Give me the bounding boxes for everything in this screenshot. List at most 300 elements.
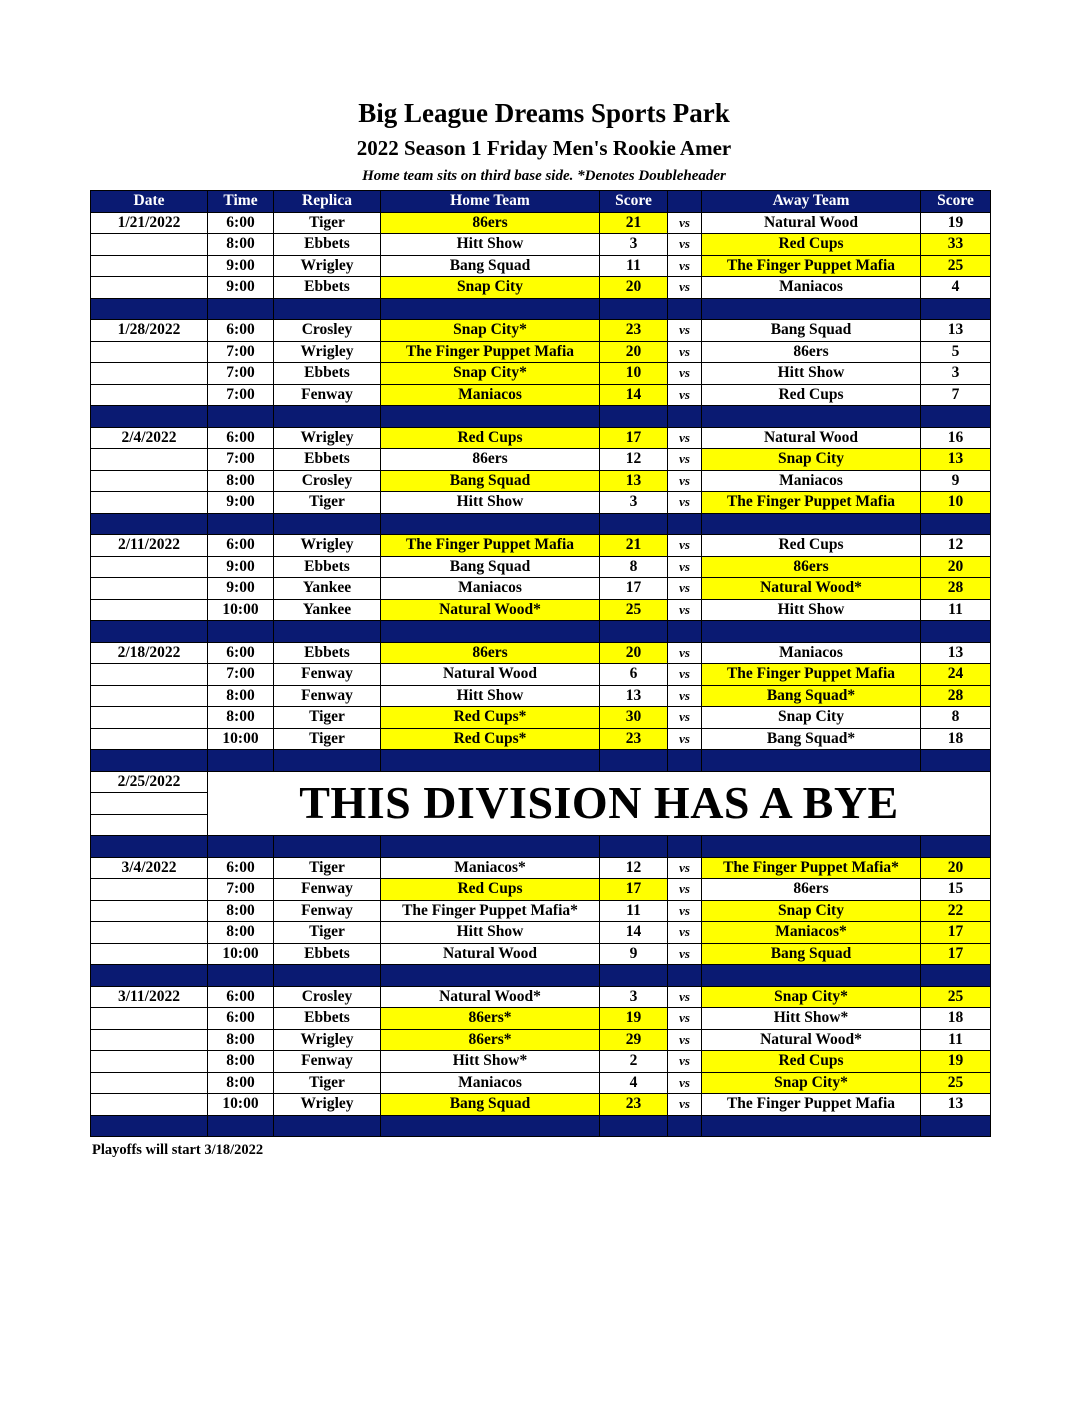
game-time: 7:00 (208, 879, 274, 901)
game-date (91, 1008, 208, 1030)
game-row (91, 578, 991, 600)
game-field: Yankee (274, 578, 381, 600)
game-field: Wrigley (274, 427, 381, 449)
vs-label: vs (668, 320, 702, 342)
game-time: 10:00 (208, 728, 274, 750)
away-team: Snap City* (702, 986, 921, 1008)
away-score: 20 (921, 857, 991, 879)
separator-cell (381, 406, 600, 428)
game-field: Tiger (274, 492, 381, 514)
home-score: 2 (600, 1051, 668, 1073)
separator-cell (208, 406, 274, 428)
home-score: 21 (600, 535, 668, 557)
game-field: Ebbets (274, 556, 381, 578)
game-date (91, 943, 208, 965)
away-team: Natural Wood* (702, 578, 921, 600)
game-date (91, 664, 208, 686)
vs-label: vs (668, 685, 702, 707)
home-score: 4 (600, 1072, 668, 1094)
game-row (91, 363, 991, 385)
header-home-score: Score (600, 191, 668, 213)
separator-cell (208, 965, 274, 987)
away-score: 11 (921, 599, 991, 621)
home-score: 17 (600, 879, 668, 901)
away-score: 28 (921, 685, 991, 707)
home-team: 86ers* (381, 1008, 600, 1030)
game-row (91, 384, 991, 406)
home-team: Hitt Show* (381, 1051, 600, 1073)
game-time: 8:00 (208, 685, 274, 707)
separator-cell (921, 621, 991, 643)
game-date: 3/4/2022 (91, 857, 208, 879)
separator-cell (600, 965, 668, 987)
game-row (91, 255, 991, 277)
away-team: Bang Squad* (702, 728, 921, 750)
home-team: 86ers (381, 642, 600, 664)
home-team: Natural Wood* (381, 986, 600, 1008)
game-row (91, 1051, 991, 1073)
separator-cell (668, 406, 702, 428)
bye-date (91, 793, 208, 815)
separator-cell (91, 750, 208, 772)
separator-cell (208, 1115, 274, 1137)
away-score: 22 (921, 900, 991, 922)
separator-cell (921, 406, 991, 428)
separator-cell (91, 965, 208, 987)
away-score: 33 (921, 234, 991, 256)
home-team: 86ers (381, 212, 600, 234)
away-team: Bang Squad* (702, 685, 921, 707)
home-score: 3 (600, 234, 668, 256)
home-team: Snap City* (381, 320, 600, 342)
vs-label: vs (668, 1094, 702, 1116)
separator-cell (600, 406, 668, 428)
vs-label: vs (668, 857, 702, 879)
away-team: Snap City (702, 707, 921, 729)
home-score: 29 (600, 1029, 668, 1051)
away-team: Snap City* (702, 1072, 921, 1094)
home-team: Maniacos (381, 578, 600, 600)
vs-label: vs (668, 728, 702, 750)
separator-cell (381, 298, 600, 320)
separator-cell (381, 965, 600, 987)
game-row (91, 535, 991, 557)
vs-label: vs (668, 986, 702, 1008)
game-field: Ebbets (274, 449, 381, 471)
game-row (91, 879, 991, 901)
home-team: Bang Squad (381, 470, 600, 492)
game-time: 7:00 (208, 341, 274, 363)
separator-row (91, 513, 991, 535)
game-field: Tiger (274, 728, 381, 750)
away-team: Maniacos (702, 470, 921, 492)
away-score: 20 (921, 556, 991, 578)
game-field: Ebbets (274, 943, 381, 965)
header-replica: Replica (274, 191, 381, 213)
home-score: 11 (600, 255, 668, 277)
bye-date (91, 814, 208, 836)
separator-cell (208, 836, 274, 858)
separator-cell (274, 1115, 381, 1137)
vs-label: vs (668, 535, 702, 557)
header-vs (668, 191, 702, 213)
game-date (91, 384, 208, 406)
away-team: Hitt Show* (702, 1008, 921, 1030)
separator-cell (381, 750, 600, 772)
separator-row (91, 298, 991, 320)
game-date (91, 556, 208, 578)
separator-cell (381, 836, 600, 858)
away-score: 3 (921, 363, 991, 385)
game-row (91, 234, 991, 256)
home-team: Red Cups (381, 879, 600, 901)
game-date (91, 1029, 208, 1051)
away-team: Bang Squad (702, 320, 921, 342)
away-team: Snap City (702, 900, 921, 922)
away-score: 4 (921, 277, 991, 299)
game-row (91, 664, 991, 686)
game-time: 7:00 (208, 449, 274, 471)
game-time: 10:00 (208, 943, 274, 965)
game-time: 6:00 (208, 1008, 274, 1030)
vs-label: vs (668, 255, 702, 277)
separator-cell (91, 836, 208, 858)
away-score: 25 (921, 1072, 991, 1094)
game-row (91, 642, 991, 664)
home-team: Bang Squad (381, 556, 600, 578)
game-time: 6:00 (208, 857, 274, 879)
separator-row (91, 621, 991, 643)
game-time: 9:00 (208, 277, 274, 299)
schedule-body (91, 212, 991, 1137)
home-score: 17 (600, 578, 668, 600)
away-team: Hitt Show (702, 599, 921, 621)
home-team: Red Cups* (381, 728, 600, 750)
separator-row (91, 750, 991, 772)
game-date (91, 470, 208, 492)
game-field: Wrigley (274, 535, 381, 557)
separator-cell (668, 836, 702, 858)
game-row (91, 943, 991, 965)
game-time: 8:00 (208, 234, 274, 256)
home-team: Bang Squad (381, 1094, 600, 1116)
home-team: Maniacos* (381, 857, 600, 879)
home-team: The Finger Puppet Mafia (381, 341, 600, 363)
separator-cell (91, 621, 208, 643)
away-score: 13 (921, 1094, 991, 1116)
game-field: Tiger (274, 212, 381, 234)
home-team: Red Cups* (381, 707, 600, 729)
game-row (91, 728, 991, 750)
home-team: Hitt Show (381, 922, 600, 944)
game-time: 8:00 (208, 707, 274, 729)
playoffs-note: Playoffs will start 3/18/2022 (92, 1142, 264, 1158)
game-row (91, 341, 991, 363)
away-score: 7 (921, 384, 991, 406)
separator-cell (274, 836, 381, 858)
page-title: Big League Dreams Sports Park (358, 98, 730, 128)
game-row (91, 277, 991, 299)
game-row (91, 470, 991, 492)
away-score: 13 (921, 320, 991, 342)
game-row (91, 1029, 991, 1051)
game-row (91, 900, 991, 922)
game-date: 2/18/2022 (91, 642, 208, 664)
away-team: 86ers (702, 556, 921, 578)
away-score: 12 (921, 535, 991, 557)
separator-cell (702, 750, 921, 772)
separator-cell (921, 1115, 991, 1137)
game-date (91, 578, 208, 600)
game-date (91, 1051, 208, 1073)
away-score: 28 (921, 578, 991, 600)
separator-cell (702, 298, 921, 320)
home-team: Natural Wood (381, 664, 600, 686)
home-score: 3 (600, 986, 668, 1008)
game-date (91, 900, 208, 922)
game-row (91, 556, 991, 578)
vs-label: vs (668, 707, 702, 729)
away-team: The Finger Puppet Mafia* (702, 857, 921, 879)
separator-cell (381, 621, 600, 643)
header-home-team: Home Team (381, 191, 600, 213)
away-team: Maniacos (702, 642, 921, 664)
game-date (91, 255, 208, 277)
vs-label: vs (668, 234, 702, 256)
game-date: 2/11/2022 (91, 535, 208, 557)
bye-banner: THIS DIVISION HAS A BYE (208, 771, 991, 836)
separator-cell (921, 965, 991, 987)
separator-cell (600, 298, 668, 320)
away-team: Red Cups (702, 1051, 921, 1073)
vs-label: vs (668, 384, 702, 406)
game-field: Ebbets (274, 277, 381, 299)
home-team: Bang Squad (381, 255, 600, 277)
away-score: 5 (921, 341, 991, 363)
game-field: Fenway (274, 900, 381, 922)
separator-cell (91, 513, 208, 535)
schedule-note: Home team sits on third base side. *Denotes Doubleheader (362, 168, 726, 184)
game-row (91, 685, 991, 707)
home-team: The Finger Puppet Mafia* (381, 900, 600, 922)
away-score: 13 (921, 449, 991, 471)
vs-label: vs (668, 556, 702, 578)
game-time: 6:00 (208, 642, 274, 664)
away-team: The Finger Puppet Mafia (702, 492, 921, 514)
away-score: 13 (921, 642, 991, 664)
home-score: 3 (600, 492, 668, 514)
game-date (91, 1072, 208, 1094)
game-row (91, 922, 991, 944)
game-date: 1/21/2022 (91, 212, 208, 234)
away-score: 24 (921, 664, 991, 686)
home-score: 30 (600, 707, 668, 729)
separator-cell (668, 513, 702, 535)
separator-row (91, 406, 991, 428)
game-time: 10:00 (208, 599, 274, 621)
game-date (91, 341, 208, 363)
game-row (91, 449, 991, 471)
separator-cell (702, 836, 921, 858)
vs-label: vs (668, 879, 702, 901)
game-field: Wrigley (274, 1094, 381, 1116)
game-time: 8:00 (208, 922, 274, 944)
game-time: 9:00 (208, 255, 274, 277)
away-score: 19 (921, 1051, 991, 1073)
home-team: The Finger Puppet Mafia (381, 535, 600, 557)
game-time: 8:00 (208, 1072, 274, 1094)
separator-cell (208, 298, 274, 320)
game-field: Tiger (274, 1072, 381, 1094)
game-field: Tiger (274, 707, 381, 729)
vs-label: vs (668, 363, 702, 385)
vs-label: vs (668, 1008, 702, 1030)
home-team: Red Cups (381, 427, 600, 449)
away-score: 17 (921, 943, 991, 965)
header-time: Time (208, 191, 274, 213)
game-field: Wrigley (274, 255, 381, 277)
game-date (91, 922, 208, 944)
game-date (91, 879, 208, 901)
separator-cell (600, 513, 668, 535)
separator-cell (91, 298, 208, 320)
away-team: 86ers (702, 341, 921, 363)
away-team: Maniacos* (702, 922, 921, 944)
game-time: 6:00 (208, 427, 274, 449)
game-field: Crosley (274, 986, 381, 1008)
away-team: The Finger Puppet Mafia (702, 1094, 921, 1116)
game-date (91, 277, 208, 299)
game-row (91, 857, 991, 879)
game-field: Wrigley (274, 1029, 381, 1051)
separator-cell (702, 1115, 921, 1137)
separator-row (91, 1115, 991, 1137)
away-team: The Finger Puppet Mafia (702, 664, 921, 686)
game-time: 9:00 (208, 492, 274, 514)
away-team: Natural Wood (702, 427, 921, 449)
header-date: Date (91, 191, 208, 213)
home-team: Maniacos (381, 1072, 600, 1094)
game-field: Fenway (274, 879, 381, 901)
game-time: 7:00 (208, 363, 274, 385)
separator-cell (208, 621, 274, 643)
game-time: 8:00 (208, 1051, 274, 1073)
header-away-score: Score (921, 191, 991, 213)
home-score: 12 (600, 449, 668, 471)
game-row (91, 320, 991, 342)
home-score: 20 (600, 642, 668, 664)
separator-cell (600, 750, 668, 772)
bye-row (91, 771, 991, 793)
game-date (91, 363, 208, 385)
game-time: 8:00 (208, 900, 274, 922)
home-score: 14 (600, 922, 668, 944)
bye-date: 2/25/2022 (91, 771, 208, 793)
away-team: The Finger Puppet Mafia (702, 255, 921, 277)
separator-cell (91, 406, 208, 428)
separator-cell (668, 298, 702, 320)
separator-cell (702, 965, 921, 987)
away-team: Maniacos (702, 277, 921, 299)
separator-cell (274, 406, 381, 428)
away-team: Natural Wood* (702, 1029, 921, 1051)
vs-label: vs (668, 1029, 702, 1051)
home-score: 25 (600, 599, 668, 621)
home-score: 9 (600, 943, 668, 965)
vs-label: vs (668, 664, 702, 686)
game-field: Yankee (274, 599, 381, 621)
vs-label: vs (668, 943, 702, 965)
away-team: Natural Wood (702, 212, 921, 234)
game-time: 6:00 (208, 212, 274, 234)
vs-label: vs (668, 492, 702, 514)
home-score: 19 (600, 1008, 668, 1030)
vs-label: vs (668, 212, 702, 234)
game-row (91, 492, 991, 514)
separator-cell (600, 1115, 668, 1137)
away-score: 9 (921, 470, 991, 492)
separator-cell (702, 513, 921, 535)
game-field: Ebbets (274, 1008, 381, 1030)
home-team: Hitt Show (381, 234, 600, 256)
home-score: 6 (600, 664, 668, 686)
away-score: 8 (921, 707, 991, 729)
page-subtitle: 2022 Season 1 Friday Men's Rookie Amer (356, 136, 732, 160)
game-date: 3/11/2022 (91, 986, 208, 1008)
home-team: 86ers (381, 449, 600, 471)
game-date (91, 449, 208, 471)
game-field: Tiger (274, 922, 381, 944)
away-score: 16 (921, 427, 991, 449)
game-row (91, 212, 991, 234)
game-row (91, 1094, 991, 1116)
away-team: Red Cups (702, 234, 921, 256)
game-row (91, 427, 991, 449)
home-team: Hitt Show (381, 685, 600, 707)
vs-label: vs (668, 578, 702, 600)
home-team: Snap City (381, 277, 600, 299)
game-field: Ebbets (274, 363, 381, 385)
vs-label: vs (668, 599, 702, 621)
game-field: Fenway (274, 384, 381, 406)
separator-cell (668, 1115, 702, 1137)
home-score: 20 (600, 341, 668, 363)
away-team: Snap City (702, 449, 921, 471)
home-team: Maniacos (381, 384, 600, 406)
separator-cell (274, 750, 381, 772)
vs-label: vs (668, 642, 702, 664)
game-time: 7:00 (208, 384, 274, 406)
game-row (91, 707, 991, 729)
home-score: 14 (600, 384, 668, 406)
home-score: 8 (600, 556, 668, 578)
game-field: Wrigley (274, 341, 381, 363)
separator-cell (702, 621, 921, 643)
away-team: Red Cups (702, 384, 921, 406)
game-date (91, 492, 208, 514)
vs-label: vs (668, 277, 702, 299)
header-away-team: Away Team (702, 191, 921, 213)
separator-cell (668, 750, 702, 772)
game-field: Fenway (274, 664, 381, 686)
game-date: 1/28/2022 (91, 320, 208, 342)
vs-label: vs (668, 470, 702, 492)
game-row (91, 1008, 991, 1030)
game-date: 2/4/2022 (91, 427, 208, 449)
separator-cell (921, 836, 991, 858)
game-time: 6:00 (208, 535, 274, 557)
home-score: 10 (600, 363, 668, 385)
